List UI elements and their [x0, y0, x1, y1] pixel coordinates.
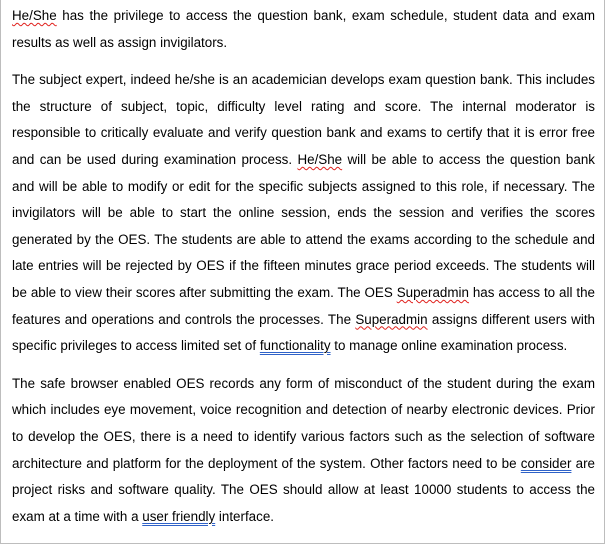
paragraph-roles [12, 67, 595, 360]
paragraph-privileges [12, 3, 595, 56]
text-segment[interactable]: Superadmin [396, 284, 469, 300]
text-segment: has the privilege to access the question bank, exam schedule, student data and exam results as well as assign invigilators. [12, 8, 595, 50]
text-segment: interface. [215, 508, 274, 524]
text-segment: are project risks and software quality. The OES should allow at least 10000 students to access the exam at a time with a [12, 455, 596, 524]
text-segment: to manage online examination process. [330, 338, 568, 354]
text-segment: The subject expert, indeed he/she is an academician develops exam question bank. This includes the structure of subject, topic, difficulty level rating and score. The internal moderator is responsible to critically evaluate and verify question bank and exams to certify that it is error free and can be used during examination process. [12, 72, 595, 167]
paragraph-safe-browser [12, 371, 595, 531]
text-segment: assigns different users with specific privileges to access limited set of [12, 311, 595, 354]
text-segment: The safe browser enabled OES records any form of misconduct of the student during the exam which includes eye movement, voice recognition and detection of nearby electronic devices. Prior to develop the OES, there is a need to identify various factors such as the selection of software architecture and platform for the deployment of the system. Other factors need to be [12, 375, 595, 471]
text-segment[interactable]: user friendly [142, 508, 216, 524]
text-segment[interactable]: He/She [12, 8, 57, 23]
text-segment[interactable]: functionality [259, 338, 331, 354]
text-segment: has access to all the features and operations and controls the processes. The [12, 284, 595, 327]
text-segment: will be able to access the question bank and will be able to modify or edit for the specific subjects assigned to this role, if necessary. The invigilators will be able to start the online session, ends the session and verifies the scores generated by the OES. The students are able to attend the exams according to the schedule and late entries will be rejected by OES if the fifteen minutes grace period exceeds. The students will be able to view their scores after submitting the exam. The OES [12, 151, 595, 300]
text-segment[interactable]: He/She [297, 151, 343, 167]
text-segment[interactable]: Superadmin [355, 311, 428, 327]
text-segment[interactable]: consider [520, 455, 572, 471]
